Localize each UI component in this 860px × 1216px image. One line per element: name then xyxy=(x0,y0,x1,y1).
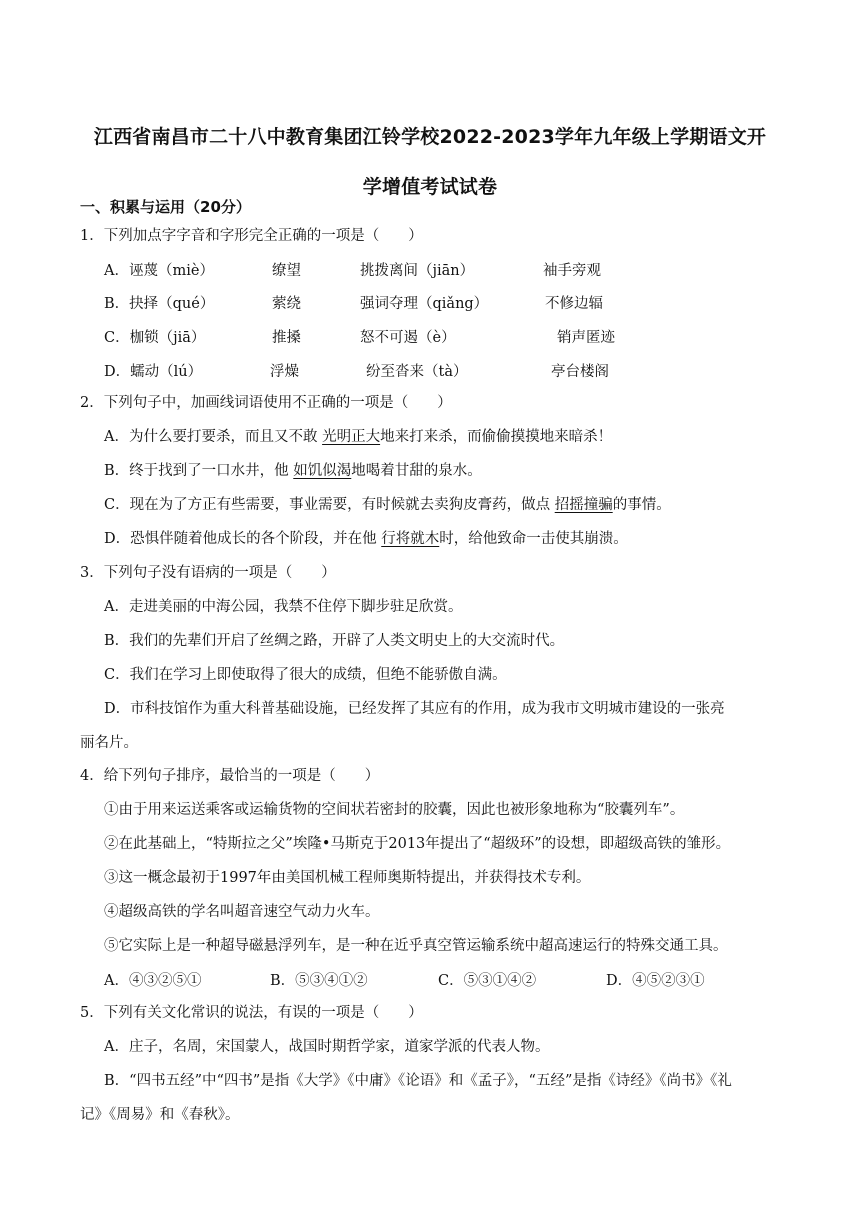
q2-d-text: D．恐惧伴随着他成长的各个阶段，并在他 xyxy=(104,531,382,547)
q1-d-2: 浮燥 xyxy=(270,364,299,380)
q1-a-1: A．诬蔑（miè） xyxy=(104,263,214,279)
q1-stem: 1．下列加点字字音和字形完全正确的一项是（ ） xyxy=(80,228,423,244)
q1-b-1: B．抉择（qué） xyxy=(104,296,215,312)
q2-b-rest: 地喝着甘甜的泉水。 xyxy=(351,463,482,479)
title-line-2: 学增值考试试卷 xyxy=(362,176,498,198)
q5-option-b-cont: 记》《周易》和《春秋》。 xyxy=(80,1107,240,1123)
q4-option-a: A．④③②⑤① xyxy=(104,973,202,989)
q1-b-4: 不修边辐 xyxy=(545,296,603,312)
q2-c-underlined: 招摇撞骗 xyxy=(554,497,613,513)
q5-option-a: A．庄子，名周，宋国蒙人，战国时期哲学家，道家学派的代表人物。 xyxy=(104,1039,550,1055)
q2-option-b xyxy=(104,461,482,481)
q2-d-rest: 时，给他致命一击使其崩溃。 xyxy=(439,531,628,547)
q2-b-text: B．终于找到了一口水井，他 xyxy=(104,463,294,479)
q2-a-underlined: 光明正大 xyxy=(322,429,381,445)
q3-option-c: C．我们在学习上即使取得了很大的成绩，但绝不能骄傲自满。 xyxy=(104,667,507,683)
q4-sentence-4: ④超级高铁的学名叫超音速空气动力火车。 xyxy=(104,904,380,920)
q4-option-d: D．④⑤②③① xyxy=(606,973,705,989)
title-line-1: 江西省南昌市二十八中教育集团江铃学校2022-2023学年九年级上学期语文开 xyxy=(93,126,767,148)
q2-option-c xyxy=(104,495,671,515)
section-heading: 一、积累与运用（20分） xyxy=(80,198,251,216)
q4-option-c: C．⑤③①④② xyxy=(438,973,537,989)
q4-sentence-2: ②在此基础上，“特斯拉之父”埃隆•马斯克于2013年提出了“超级环”的设想，即超级高铁的雏形。 xyxy=(104,836,731,852)
q5-option-b: B．“四书五经”中“四书”是指《大学》《中庸》《论语》和《孟子》，“五经”是指《诗经》《尚书》《礼 xyxy=(104,1073,732,1089)
q4-sentence-5: ⑤它实际上是一种超导磁悬浮列车，是一种在近乎真空管运输系统中超高速运行的特殊交通工具。 xyxy=(104,938,728,954)
q2-option-d xyxy=(104,529,628,549)
q1-d-4: 亭台楼阁 xyxy=(551,364,609,380)
q4-sentence-3: ③这一概念最初于1997年由美国机械工程师奥斯特提出，并获得技术专利。 xyxy=(104,870,591,886)
q4-sentence-1: ①由于用来运送乘客或运输货物的空间状若密封的胶囊，因此也被形象地称为“胶囊列车”。 xyxy=(104,802,685,818)
q3-option-b: B．我们的先辈们开启了丝绸之路，开辟了人类文明史上的大交流时代。 xyxy=(104,633,565,649)
q2-d-underlined: 行将就木 xyxy=(381,531,440,547)
q2-option-a xyxy=(104,427,612,447)
q3-option-d: D．市科技馆作为重大科普基础设施，已经发挥了其应有的作用，成为我市文明城市建设的一张亮 xyxy=(104,701,725,717)
q1-d-3: 纷至沓来（tà） xyxy=(366,364,468,380)
q2-c-rest: 的事情。 xyxy=(612,497,671,513)
q2-a-rest: 地来打来杀，而偷偷摸摸地来暗杀！ xyxy=(380,429,613,445)
q4-stem: 4．给下列句子排序，最恰当的一项是（ ） xyxy=(80,768,380,784)
q2-stem: 2．下列句子中，加画线词语使用不正确的一项是（ ） xyxy=(80,395,452,411)
q3-stem: 3．下列句子没有语病的一项是（ ） xyxy=(80,565,336,581)
q1-c-4: 销声匿迹 xyxy=(557,330,615,346)
q5-stem: 5．下列有关文化常识的说法，有误的一项是（ ） xyxy=(80,1005,423,1021)
q4-option-b: B．⑤③④①② xyxy=(270,973,368,989)
q2-c-text: C．现在为了方正有些需要，事业需要，有时候就去卖狗皮膏药，做点 xyxy=(104,497,555,513)
q2-a-text: A．为什么要打要杀，而且又不敢 xyxy=(104,429,323,445)
q1-c-2: 推搡 xyxy=(272,330,301,346)
q2-b-underlined: 如饥似渴 xyxy=(293,463,352,479)
q3-option-a: A．走进美丽的中海公园，我禁不住停下脚步驻足欣赏。 xyxy=(104,599,463,615)
q1-c-3: 怒不可遏（è） xyxy=(360,330,456,346)
q1-d-1: D．蠕动（lú） xyxy=(104,364,203,380)
q1-a-2: 缭望 xyxy=(272,263,301,279)
q1-a-4: 袖手旁观 xyxy=(543,263,601,279)
q1-b-3: 强词夺理（qiǎng） xyxy=(360,296,489,312)
q1-b-2: 萦绕 xyxy=(272,296,301,312)
q1-a-3: 挑拨离间（jiān） xyxy=(360,263,475,279)
q3-option-d-cont: 丽名片。 xyxy=(80,735,138,751)
q1-c-1: C．枷锁（jiā） xyxy=(104,330,206,346)
